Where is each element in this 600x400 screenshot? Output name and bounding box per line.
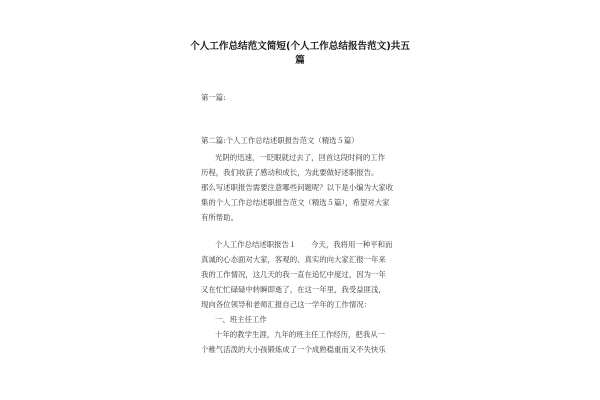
section2-heading: 第二篇:个人工作总结述职报告范文（精选５篇） (201, 136, 359, 145)
report-line-1: 个人工作总结述职报告１ 今天，我将用一种平和而 (215, 240, 393, 249)
report-line-2: 真诚的心态面对大家，客观的、真实的向大家汇报一年来 (201, 255, 386, 264)
intro-line-2: 历程，我们收获了感动和成长，为此要做好述职报告。 (201, 168, 379, 177)
intro-line-4: 集的个人工作总结述职报告范文（精选５篇），希望对大家 (201, 198, 390, 207)
report-line-5: 现向各位领导和老师汇报自己这一学年的工作情况： (201, 300, 371, 309)
document-title (190, 40, 410, 68)
title-line-2: 篇 (295, 55, 305, 66)
intro-line-1: 光阴的迅速，一眨眼就过去了，回首这段时间的工作 (215, 153, 385, 162)
report-line-3: 我的工作情况，这几天的我一直在追忆中度过，因为一年 (201, 270, 386, 279)
report-line-4: 又在忙忙碌碌中转瞬即逝了，在这一年里，我受益匪浅， (201, 285, 386, 294)
subheading-class-teacher: 一、班主任工作 (215, 315, 267, 324)
title-line-1: 个人工作总结范文简短(个人工作总结报告范文)共五 (190, 41, 410, 52)
section1-heading: 第一篇: (201, 93, 226, 102)
intro-line-3: 那么写述职报告需要注意哪些问题呢？以下是小编为大家收 (201, 183, 394, 192)
body-line-2: 个稚气活泼的大小孩锻炼成了一个成熟稳重而又不失快乐 (201, 345, 386, 354)
intro-line-5: 有所帮助。 (201, 213, 238, 222)
body-line-1: 十年的教学生涯，九年的班主任工作经历，把我从一 (215, 330, 385, 339)
